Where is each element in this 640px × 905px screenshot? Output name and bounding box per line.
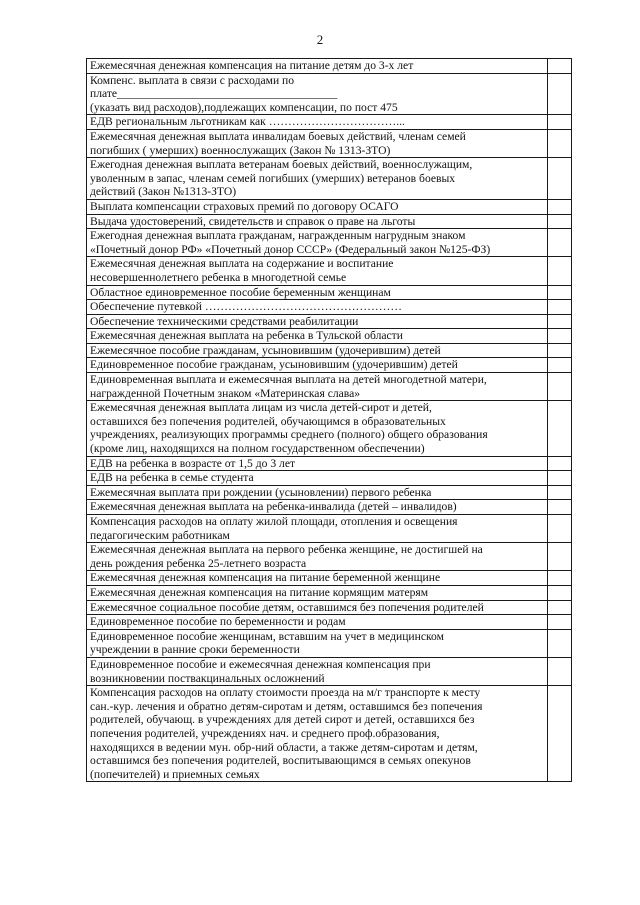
- benefit-text-line: погибших ( умерших) военнослужащих (Закон № 1313-ЗТО): [90, 143, 391, 157]
- table-row: [87, 485, 572, 500]
- benefit-text-line: оставшимся без попечения родителей, воспитывающимся в семьях опекунов: [90, 754, 471, 768]
- mark-cell[interactable]: [548, 615, 572, 630]
- benefit-name-cell: [87, 571, 548, 586]
- table-row: [87, 229, 572, 257]
- benefit-name-cell: [87, 314, 548, 329]
- table-row: [87, 285, 572, 300]
- mark-cell[interactable]: [548, 585, 572, 600]
- mark-cell[interactable]: [548, 300, 572, 315]
- benefit-name-cell: [87, 115, 548, 130]
- benefit-text-line: Ежемесячная денежная выплата на ребенка-инвалида (детей – инвалидов): [90, 500, 457, 514]
- table-row: [87, 199, 572, 214]
- benefit-text-line: Ежемесячное пособие гражданам, усыновившим (удочерившим) детей: [90, 343, 441, 357]
- benefit-name-cell: [87, 500, 548, 515]
- benefit-name-cell: [87, 129, 548, 157]
- benefit-name-cell: [87, 401, 548, 456]
- table-row: [87, 657, 572, 685]
- benefit-text-line: день рождения ребенка 25-летнего возраста: [90, 556, 307, 570]
- benefit-name-cell: [87, 73, 548, 115]
- table-row: [87, 600, 572, 615]
- benefit-text-line: Единовременное пособие гражданам, усыновившим (удочерившим) детей: [90, 358, 458, 372]
- benefit-text-line: Ежемесячная денежная выплата на первого ребенка женщине, не достигшей на: [90, 543, 483, 557]
- benefit-name-cell: [87, 300, 548, 315]
- table-row: [87, 373, 572, 401]
- mark-cell[interactable]: [548, 373, 572, 401]
- benefit-name-cell: [87, 543, 548, 571]
- mark-cell[interactable]: [548, 199, 572, 214]
- benefit-text-line: Ежемесячная денежная компенсация на питание беременной женщине: [90, 571, 441, 585]
- mark-cell[interactable]: [548, 59, 572, 74]
- benefit-text-line: Единовременное пособие по беременности и родам: [90, 615, 346, 629]
- mark-cell[interactable]: [548, 500, 572, 515]
- mark-cell[interactable]: [548, 358, 572, 373]
- benefit-text-line: Единовременное пособие женщинам, вставшим на учет в медицинском: [90, 629, 444, 643]
- table-row: [87, 73, 572, 115]
- mark-cell[interactable]: [548, 73, 572, 115]
- mark-cell[interactable]: [548, 214, 572, 229]
- benefit-text-line: оставшихся без попечения родителей, обучающимся в образовательных: [90, 414, 446, 428]
- mark-cell[interactable]: [548, 686, 572, 782]
- benefit-text-line: Ежемесячная денежная выплата на содержание и воспитание: [90, 257, 394, 271]
- benefit-text-line: ЕДВ на ребенка в возрасте от 1,5 до 3 лет: [90, 456, 296, 470]
- benefit-text-line: Единовременное пособие и ежемесячная денежная компенсация при: [90, 657, 431, 671]
- benefit-text-line: ЕДВ на ребенка в семье студента: [90, 471, 254, 485]
- benefit-text-line: Ежемесячная денежная выплата инвалидам боевых действий, членам семей: [90, 129, 466, 143]
- benefit-text-line: ЕДВ региональным льготникам как ……………………………...: [90, 115, 405, 129]
- table-row: [87, 571, 572, 586]
- benefit-text-line: Компенс. выплата в связи с расходами по: [90, 73, 295, 87]
- table-row: [87, 115, 572, 130]
- benefit-text-line: уволенным в запас, членам семей погибших (умерших) ветеранов боевых: [90, 171, 456, 185]
- benefit-text-line: Компенсация расходов на оплату жилой площади, отопления и освещения: [90, 515, 458, 528]
- benefit-name-cell: [87, 329, 548, 344]
- benefit-text-line: учреждении в ранние сроки беременности: [90, 643, 300, 657]
- benefit-text-line: Компенсация расходов на оплату стоимости проезда на м/г транспорте к месту: [90, 686, 481, 700]
- benefit-name-cell: [87, 229, 548, 257]
- benefit-name-cell: [87, 285, 548, 300]
- benefit-name-cell: [87, 600, 548, 615]
- benefit-text-line: несовершеннолетнего ребенка в многодетной семье: [90, 270, 347, 284]
- table-row: [87, 471, 572, 486]
- table-row: [87, 401, 572, 456]
- page-number: 2: [316, 32, 324, 47]
- benefit-name-cell: [87, 59, 548, 74]
- benefit-text-line: находящихся в ведении мун. обр-ний области, а также детям-сиротам и детям,: [90, 740, 478, 754]
- benefit-name-cell: [87, 515, 548, 543]
- benefits-table: [86, 58, 572, 782]
- benefit-name-cell: [87, 199, 548, 214]
- table-row: [87, 686, 572, 782]
- benefit-text-line: Ежемесячная денежная выплата лицам из числа детей-сирот и детей,: [90, 401, 432, 415]
- benefit-text-line: Ежегодная денежная выплата гражданам, награжденным нагрудным знаком: [90, 229, 466, 243]
- benefit-name-cell: [87, 214, 548, 229]
- table-row: [87, 343, 572, 358]
- mark-cell[interactable]: [548, 343, 572, 358]
- table-row: [87, 158, 572, 200]
- benefit-name-cell: [87, 686, 548, 782]
- benefit-text-line: (попечителей) и приемных семьях: [90, 767, 260, 781]
- table-row: [87, 500, 572, 515]
- benefit-name-cell: [87, 358, 548, 373]
- benefit-name-cell: [87, 629, 548, 657]
- table-row: [87, 129, 572, 157]
- mark-cell[interactable]: [548, 543, 572, 571]
- mark-cell[interactable]: [548, 401, 572, 456]
- benefit-text-line: родителей, обучающ. в учреждениях для детей сирот и детей, оставшихся без: [90, 713, 475, 727]
- benefit-text-line: Обеспечение техническими средствами реабилитации: [90, 314, 359, 328]
- benefit-text-line: Ежемесячная денежная выплата на ребенка в Тульской области: [90, 329, 403, 343]
- mark-cell[interactable]: [548, 456, 572, 471]
- benefit-text-line: педагогическим работникам: [90, 528, 230, 542]
- table-row: [87, 314, 572, 329]
- mark-cell[interactable]: [548, 329, 572, 344]
- table-row: [87, 257, 572, 285]
- benefit-name-cell: [87, 158, 548, 200]
- benefit-name-cell: [87, 343, 548, 358]
- table-row: [87, 515, 572, 543]
- benefit-name-cell: [87, 471, 548, 486]
- table-row: [87, 585, 572, 600]
- table-row: [87, 59, 572, 74]
- table-row: [87, 629, 572, 657]
- table-row: [87, 358, 572, 373]
- benefit-name-cell: [87, 657, 548, 685]
- mark-cell[interactable]: [548, 515, 572, 543]
- benefit-text-line: Ежегодная денежная выплата ветеранам боевых действий, военнослужащим,: [90, 158, 473, 172]
- mark-cell[interactable]: [548, 129, 572, 157]
- benefit-text-line: учреждениях, реализующих программы среднего (полного) общего образования: [90, 428, 488, 442]
- benefit-text-line: попечения родителей, учреждениях нач. и среднего проф.образования,: [90, 726, 440, 740]
- mark-cell[interactable]: [548, 629, 572, 657]
- mark-cell[interactable]: [548, 471, 572, 486]
- mark-cell[interactable]: [548, 257, 572, 285]
- table-row: [87, 214, 572, 229]
- mark-cell[interactable]: [548, 314, 572, 329]
- mark-cell[interactable]: [548, 571, 572, 586]
- benefit-text-line: Ежемесячная денежная компенсация на питание детям до 3-х лет: [90, 59, 414, 72]
- benefit-text-line: Областное единовременное пособие беременным женщинам: [90, 285, 391, 299]
- benefit-text-line: возникновении поствакцинальных осложнений: [90, 671, 325, 685]
- table-row: [87, 615, 572, 630]
- benefit-text-line: Выплата компенсации страховых премий по договору ОСАГО: [90, 199, 399, 213]
- benefit-text-line: плате______________________________________: [90, 87, 338, 101]
- benefit-text-line: награжденной Почетным знаком «Материнская слава»: [90, 386, 361, 400]
- benefit-name-cell: [87, 615, 548, 630]
- benefit-text-line: действий (Закон №1313-ЗТО): [90, 185, 237, 199]
- benefit-text-line: сан.-кур. лечения и обратно детям-сиротам и детям, оставшимся без попечения: [90, 699, 483, 713]
- benefit-text-line: Обеспечение путевкой ……………………………………………: [90, 300, 402, 314]
- benefit-text-line: Единовременная выплата и ежемесячная выплата на детей многодетной матери,: [90, 373, 487, 387]
- table-row: [87, 300, 572, 315]
- benefit-text-line: (кроме лиц, находящихся на полном государственном обеспечении): [90, 442, 425, 456]
- benefit-text-line: Ежемесячная денежная компенсация на питание кормящим матерям: [90, 585, 429, 599]
- table-row: [87, 456, 572, 471]
- benefit-text-line: Ежемесячная выплата при рождении (усыновлении) первого ребенка: [90, 485, 432, 499]
- mark-cell[interactable]: [548, 115, 572, 130]
- table-row: [87, 329, 572, 344]
- benefit-text-line: (указать вид расходов),подлежащих компенсации, по пост 475: [90, 100, 398, 114]
- mark-cell[interactable]: [548, 229, 572, 257]
- benefit-text-line: Выдача удостоверений, свидетельств и справок о праве на льготы: [90, 214, 416, 228]
- mark-cell[interactable]: [548, 285, 572, 300]
- benefit-text-line: Ежемесячное социальное пособие детям, оставшимся без попечения родителей: [90, 600, 484, 614]
- mark-cell[interactable]: [548, 657, 572, 685]
- benefit-name-cell: [87, 485, 548, 500]
- benefits-table-body: [87, 59, 572, 782]
- benefit-name-cell: [87, 456, 548, 471]
- benefit-name-cell: [87, 257, 548, 285]
- mark-cell[interactable]: [548, 158, 572, 200]
- mark-cell[interactable]: [548, 485, 572, 500]
- mark-cell[interactable]: [548, 600, 572, 615]
- benefit-name-cell: [87, 373, 548, 401]
- benefit-text-line: «Почетный донор РФ» «Почетный донор СССР» (Федеральный закон №125-ФЗ): [90, 242, 491, 256]
- benefit-name-cell: [87, 585, 548, 600]
- table-row: [87, 543, 572, 571]
